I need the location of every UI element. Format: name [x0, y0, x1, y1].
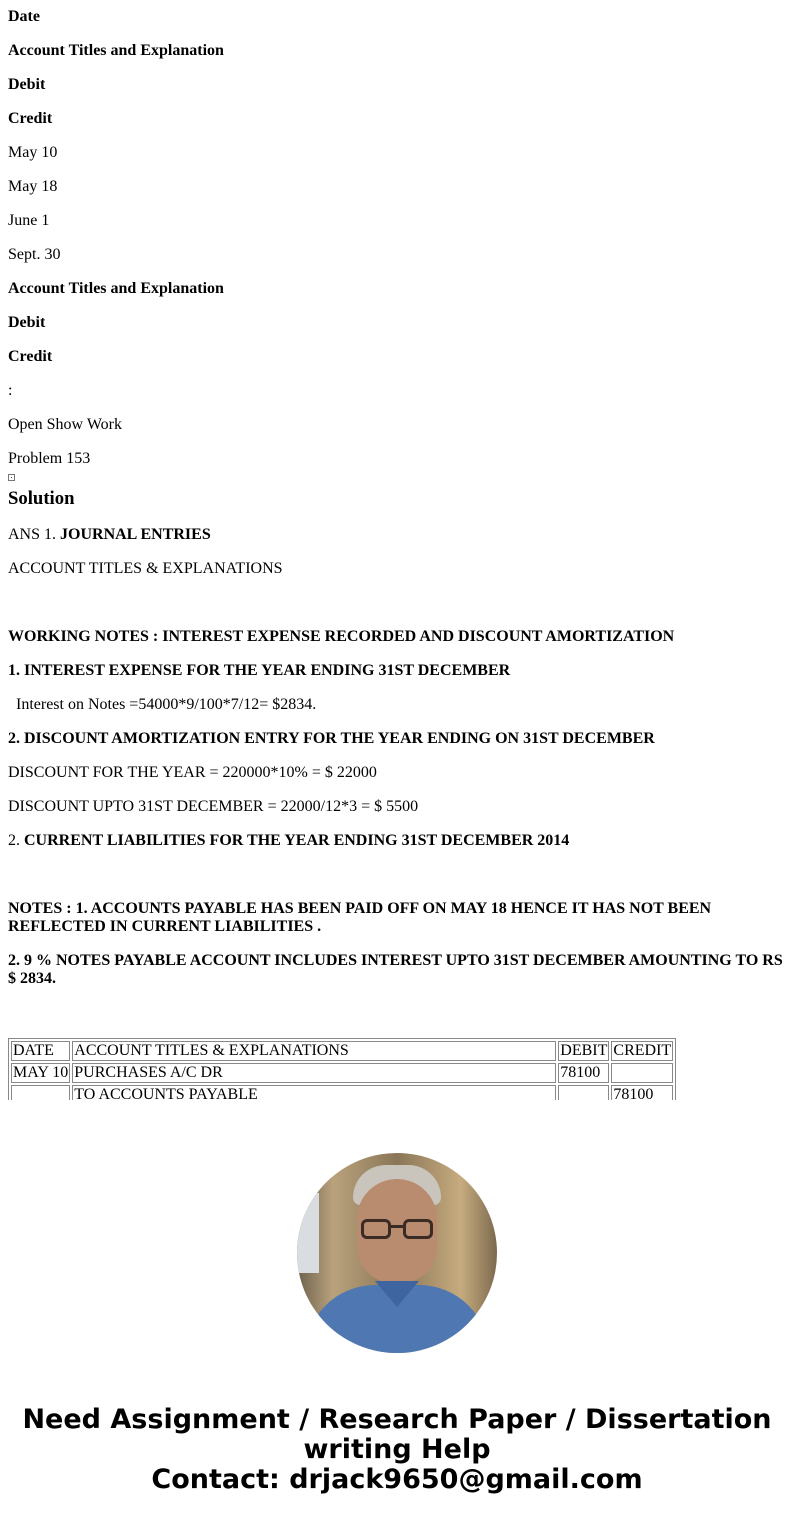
working-note-1-text: Interest on Notes =54000*9/100*7/12= $2834.	[16, 696, 317, 713]
promo-line-2: writing Help	[303, 1434, 491, 1465]
problem-number: Problem 153	[8, 450, 91, 467]
table-cell	[11, 1085, 70, 1100]
promo-contact[interactable]: Contact: drjack9650@gmail.com	[151, 1464, 643, 1495]
journal-entries-title: JOURNAL ENTRIES	[60, 526, 211, 543]
note-2: 2. 9 % NOTES PAYABLE ACCOUNT INCLUDES INTEREST UPTO 31ST DECEMBER AMOUNTING TO RS $ 2834.	[8, 952, 783, 987]
solution-heading: Solution	[8, 488, 75, 509]
discount-upto-december: DISCOUNT UPTO 31ST DECEMBER = 22000/12*3 = $ 5500	[8, 798, 419, 815]
working-note-2-title: 2. DISCOUNT AMORTIZATION ENTRY FOR THE YEAR ENDING ON 31ST DECEMBER	[8, 730, 655, 747]
current-liabilities-title: CURRENT LIABILITIES FOR THE YEAR ENDING 31ST DECEMBER 2014	[24, 832, 570, 849]
journal-table-container	[8, 1038, 786, 1100]
header-account-titles: Account Titles and Explanation	[8, 42, 224, 59]
broken-image-icon	[8, 474, 15, 481]
promo-line-1: Need Assignment / Research Paper / Dissertation	[22, 1404, 772, 1435]
table-header-row	[11, 1041, 673, 1061]
current-liabilities-line	[8, 832, 786, 850]
date-item: June 1	[8, 212, 50, 229]
table-cell	[558, 1085, 609, 1100]
table-header-cell: ACCOUNT TITLES & EXPLANATIONS	[72, 1041, 556, 1061]
table-cell: PURCHASES A/C DR	[72, 1063, 556, 1083]
table-header-cell: DATE	[11, 1041, 70, 1061]
header-credit: Credit	[8, 110, 53, 127]
table-header-cell: DEBIT	[560, 1042, 608, 1059]
header-date: Date	[8, 8, 40, 25]
table-cell: 78100	[611, 1085, 673, 1100]
current-liabilities-prefix: 2.	[8, 832, 24, 849]
header-debit-2: Debit	[8, 314, 46, 331]
table-cell: TO ACCOUNTS PAYABLE	[72, 1085, 556, 1100]
header-account-titles-2: Account Titles and Explanation	[8, 280, 224, 297]
promo-section	[0, 1153, 794, 1495]
table-cell: MAY 10	[13, 1064, 69, 1081]
header-credit-2: Credit	[8, 348, 53, 365]
header-debit: Debit	[8, 76, 46, 93]
table-cell	[611, 1063, 673, 1083]
table-header-cell: CREDIT	[613, 1042, 672, 1059]
date-item: May 18	[8, 178, 58, 195]
date-item: Sept. 30	[8, 246, 61, 263]
date-item: May 10	[8, 144, 58, 161]
open-show-work-link[interactable]: Open Show Work	[8, 416, 122, 433]
promo-text	[0, 1405, 794, 1495]
table-row	[11, 1085, 673, 1100]
note-1: NOTES : 1. ACCOUNTS PAYABLE HAS BEEN PAID OFF ON MAY 18 HENCE IT HAS NOT BEEN REFLECTED IN CURRENT LIABILITIES .	[8, 900, 712, 935]
working-note-1-title: 1. INTEREST EXPENSE FOR THE YEAR ENDING 31ST DECEMBER	[8, 662, 511, 679]
author-avatar	[297, 1153, 497, 1353]
table-row	[11, 1063, 673, 1083]
discount-for-year: DISCOUNT FOR THE YEAR = 220000*10% = $ 22000	[8, 764, 377, 781]
working-notes-title: WORKING NOTES : INTEREST EXPENSE RECORDED AND DISCOUNT AMORTIZATION	[8, 628, 675, 645]
colon-text: :	[8, 382, 13, 399]
table-cell: 78100	[558, 1063, 609, 1083]
answer-line	[8, 526, 786, 544]
account-titles-caption: ACCOUNT TITLES & EXPLANATIONS	[8, 560, 283, 577]
journal-table	[8, 1038, 676, 1100]
answer-prefix: ANS 1.	[8, 526, 61, 543]
